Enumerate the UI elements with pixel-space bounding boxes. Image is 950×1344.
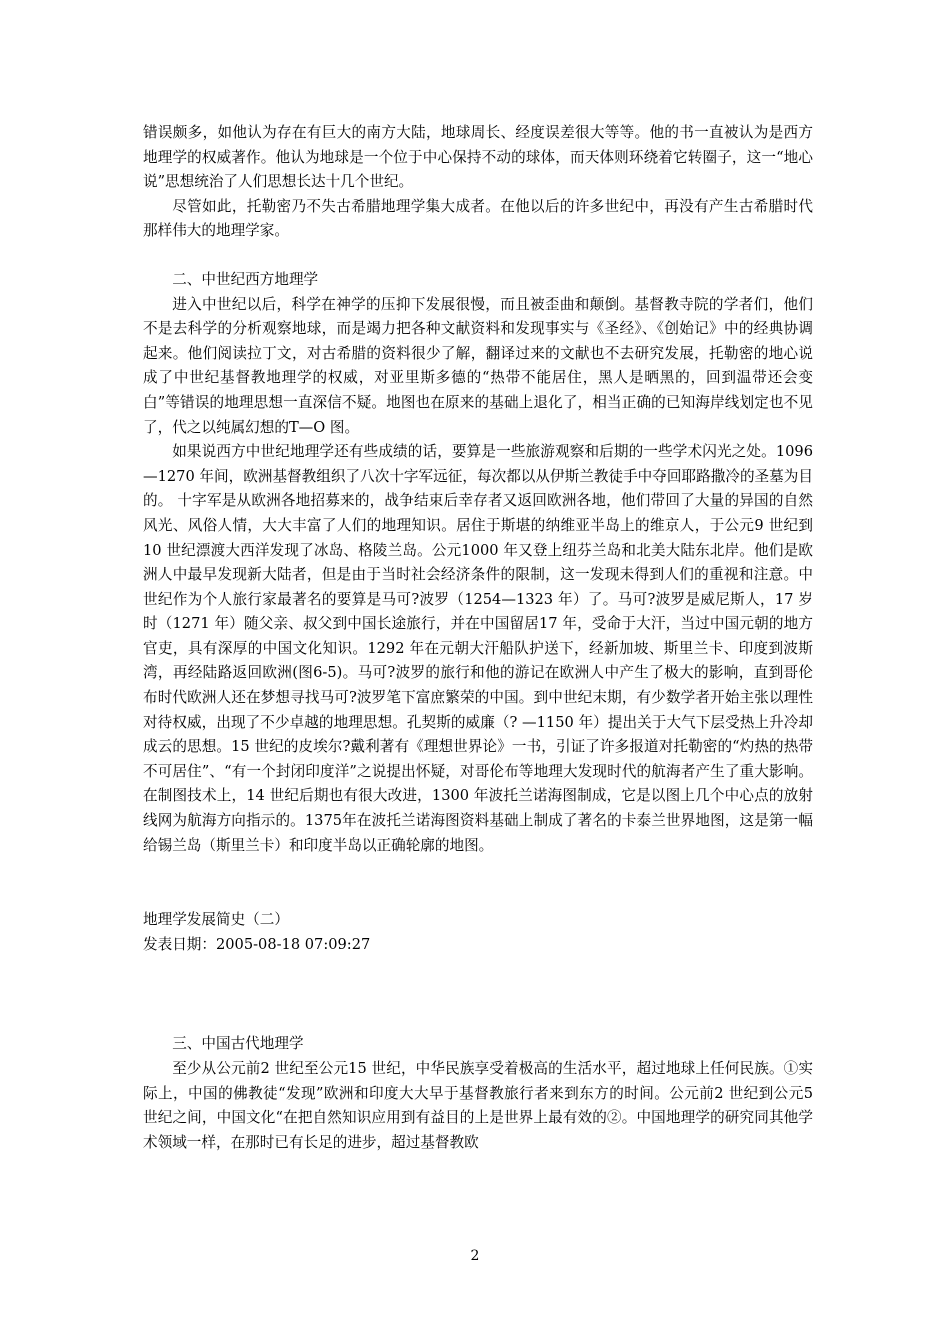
section-heading-medieval-west: 二、中世纪西方地理学 <box>172 270 319 288</box>
paragraph-medieval-intro: 进入中世纪以后，科学在神学的压抑下发展很慢，而且被歪曲和颠倒。基督教寺院的学者们，他们不是去科学的分析观察地球，而是竭力把各种文献资料和发现事实与《圣经》、《创始记》中的经典协调起来。他们阅读拉丁文，对古希腊的资料很少了解，翻译过来的文献也不去研究发展，托勒密的地心说成了中世纪基督教地理学的权威，对亚里斯多德的“热带不能居住，黑人是晒黑的，回到温带还会变白”等错误的地理思想一直深信不疑。地图也在原来的基础上退化了，相当正确的已知海岸线划定也不见了，代之以纯属幻想的T—O 图。 <box>143 295 813 436</box>
paragraph-ptolemy-errors: 错误颇多，如他认为存在有巨大的南方大陆，地球周长、经度误差很大等等。他的书一直被认为是西方地理学的权威著作。他认为地球是一个位于中心保持不动的球体，而天体则环绕着它转圈子，这一“地心说”思想统治了人们思想长达十几个世纪。 <box>143 124 813 191</box>
section-spacer <box>143 244 813 268</box>
section-spacer <box>143 858 813 908</box>
paragraph-ancient-china-intro: 至少从公元前2 世纪至公元15 世纪，中华民族享受着极高的生活水平，超过地球上任何民族。①实际上，中国的佛教徒“发现”欧洲和印度大大早于基督教旅行者来到东方的时间。公元前2 世纪到公元5 世纪之间，中国文化“在把自然知识应用到有益目的上是世界上最有效的②。中国地理学的研究同其他学术领域一样，在那时已有长足的进步，超过基督教欧 <box>143 1060 813 1151</box>
section-heading-ancient-china: 三、中国古代地理学 <box>172 1035 304 1053</box>
page-number: 2 <box>470 1248 480 1264</box>
publish-date: 发表日期：2005-08-18 07:09:27 <box>143 935 371 953</box>
document-body <box>143 121 813 1155</box>
article-title: 地理学发展简史（二） <box>143 911 289 929</box>
section-spacer <box>143 957 813 1032</box>
paragraph-ptolemy-legacy: 尽管如此，托勒密乃不失古希腊地理学集大成者。在他以后的许多世纪中，再没有产生古希腊时代那样伟大的地理学家。 <box>143 197 813 240</box>
paragraph-medieval-achievements: 如果说西方中世纪地理学还有些成绩的话，要算是一些旅游观察和后期的一些学术闪光之处。1096—1270 年间，欧洲基督教组织了八次十字军远征，每次都以从伊斯兰教徒手中夺回耶路撒冷的圣墓为目的。 十字军是从欧洲各地招募来的，战争结束后幸存者又返回欧洲各地，他们带回了大量的异国的自然风光、风俗人情，大大丰富了人们的地理知识。居住于斯堪的纳维亚半岛上的维京人，于公元9 世纪到10 世纪漂渡大西洋发现了冰岛、格陵兰岛。公元1000 年又登上纽芬兰岛和北美大陆东北岸。他们是欧洲人中最早发现新大陆者，但是由于当时社会经济条件的限制，这一发现未得到人们的重视和注意。中世纪作为个人旅行家最著名的要算是马可?波罗（1254—1323 年）了。马可?波罗是威尼斯人，17 岁时（1271 年）随父亲、叔父到中国长途旅行，并在中国留居17 年，受命于大汗，当过中国元朝的地方官吏，具有深厚的中国文化知识。1292 年在元朝大汗船队护送下，经新加坡、斯里兰卡、印度到波斯湾，再经陆路返回欧洲(图6-5)。马可?波罗的旅行和他的游记在欧洲人中产生了极大的影响，直到哥伦布时代欧洲人还在梦想寻找马可?波罗笔下富庶繁荣的中国。到中世纪末期，有少数学者开始主张以理性对待权威，出现了不少卓越的地理思想。孔契斯的威廉（? —1150 年）提出关于大气下层受热上升冷却成云的思想。15 世纪的皮埃尔?戴利著有《理想世界论》一书，引证了许多报道对托勒密的“灼热的热带不可居住”、“有一个封闭印度洋”之说提出怀疑，对哥伦布等地理大发现时代的航海者产生了重大影响。在制图技术上，14 世纪后期也有很大改进，1300 年波托兰诺海图制成，它是以图上几个中心点的放射线网为航海方向指示的。1375年在波托兰诺海图资料基础上制成了著名的卡泰兰世界地图，这是第一幅给锡兰岛（斯里兰卡）和印度半岛以正确轮廓的地图。 <box>143 443 813 854</box>
